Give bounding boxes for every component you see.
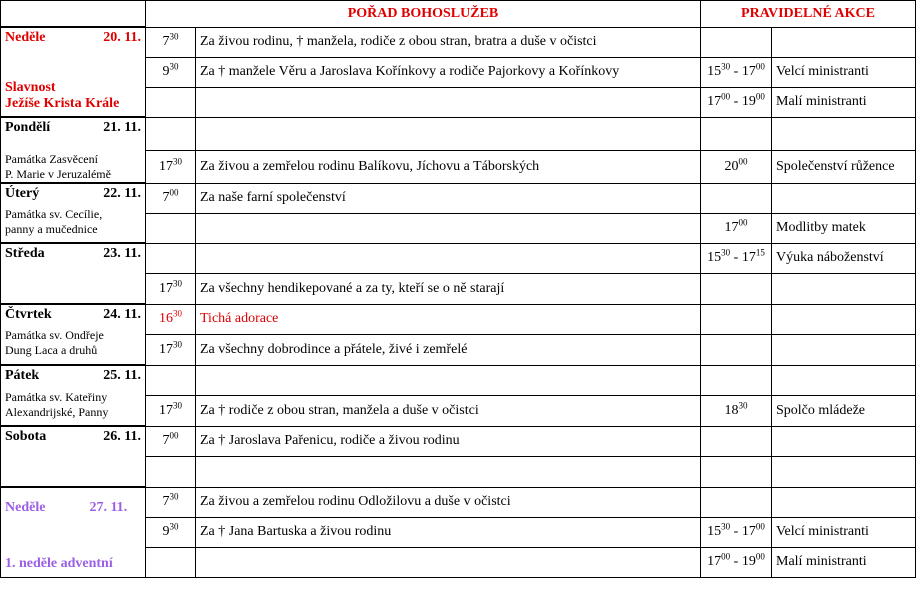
day-cell-tue bbox=[1, 183, 146, 243]
mass-time bbox=[146, 117, 196, 150]
event-label: Spolčo mládeže bbox=[772, 395, 916, 426]
events-header: PRAVIDELNÉ AKCE bbox=[701, 1, 916, 28]
event-time: $15^{30} - 17^{15}$ bbox=[701, 243, 772, 273]
event-label: Velcí ministranti bbox=[772, 57, 916, 87]
day-date: 26. 11. bbox=[103, 429, 141, 444]
event-time bbox=[701, 117, 772, 150]
event-time bbox=[701, 487, 772, 517]
event-time bbox=[701, 426, 772, 456]
table-row bbox=[1, 183, 916, 213]
event-label bbox=[772, 456, 916, 487]
mass-time: $17^{30}$ bbox=[146, 273, 196, 304]
table-row bbox=[1, 243, 916, 273]
day-name: Úterý bbox=[5, 186, 40, 201]
event-time: $17^{00} - 19^{00}$ bbox=[701, 547, 772, 577]
schedule-header: POŘAD BOHOSLUŽEB bbox=[146, 1, 701, 28]
event-time bbox=[701, 304, 772, 334]
feast-label: Slavnost Ježíše Krista Krále bbox=[5, 80, 120, 111]
mass-intent bbox=[196, 456, 701, 487]
day-cell-mon bbox=[1, 117, 146, 183]
event-label bbox=[772, 273, 916, 304]
mass-intent: Za živou a zemřelou rodinu Balíkovu, Jíchovu a Táborských bbox=[196, 150, 701, 183]
table-row bbox=[1, 117, 916, 150]
event-time bbox=[701, 334, 772, 365]
mass-intent: Za všechny hendikepované a za ty, kteří se o ně starají bbox=[196, 273, 701, 304]
table-row bbox=[1, 426, 916, 456]
event-label bbox=[772, 304, 916, 334]
event-time: $17^{00}$ bbox=[701, 213, 772, 243]
adoration-label: Tichá adorace bbox=[196, 304, 701, 334]
event-time: $17^{00} - 19^{00}$ bbox=[701, 87, 772, 117]
memorial-label: Památka sv. Ondřeje Dung Laca a druhů bbox=[5, 328, 104, 357]
event-label: Malí ministranti bbox=[772, 547, 916, 577]
event-time bbox=[701, 273, 772, 304]
day-name: Sobota bbox=[5, 429, 47, 444]
mass-time: $7^{30}$ bbox=[146, 27, 196, 57]
day-cell-wed bbox=[1, 243, 146, 304]
event-label: Velcí ministranti bbox=[772, 517, 916, 547]
mass-intent bbox=[196, 117, 701, 150]
day-cell-sun1 bbox=[1, 27, 146, 117]
event-label bbox=[772, 426, 916, 456]
day-date: 25. 11. bbox=[103, 368, 141, 383]
mass-time: $7^{00}$ bbox=[146, 183, 196, 213]
mass-time: $9^{30}$ bbox=[146, 517, 196, 547]
mass-intent bbox=[196, 213, 701, 243]
day-cell-fri bbox=[1, 365, 146, 426]
mass-time bbox=[146, 365, 196, 395]
day-date: 24. 11. bbox=[103, 307, 141, 322]
event-label: Malí ministranti bbox=[772, 87, 916, 117]
day-date: 27. 11. bbox=[89, 500, 128, 515]
day-cell-sat bbox=[1, 426, 146, 487]
day-name: Neděle bbox=[5, 30, 46, 45]
event-label bbox=[772, 487, 916, 517]
event-label bbox=[772, 117, 916, 150]
mass-intent: Za všechny dobrodince a přátele, živé i zemřelé bbox=[196, 334, 701, 365]
day-name: Středa bbox=[5, 246, 45, 261]
day-date: 20. 11. bbox=[103, 30, 141, 45]
event-time: $15^{30} - 17^{00}$ bbox=[701, 57, 772, 87]
day-cell-thu bbox=[1, 304, 146, 365]
table-row bbox=[1, 304, 916, 334]
event-time: $20^{00}$ bbox=[701, 150, 772, 183]
mass-intent: Za † Jana Bartuska a živou rodinu bbox=[196, 517, 701, 547]
event-time bbox=[701, 27, 772, 57]
event-time: $18^{30}$ bbox=[701, 395, 772, 426]
event-label bbox=[772, 334, 916, 365]
mass-intent bbox=[196, 365, 701, 395]
mass-intent bbox=[196, 243, 701, 273]
day-name: Čtvrtek bbox=[5, 307, 52, 322]
mass-time: $16^{30}$ bbox=[146, 304, 196, 334]
mass-time bbox=[146, 243, 196, 273]
mass-time bbox=[146, 213, 196, 243]
mass-intent: Za † Jaroslava Pařenicu, rodiče a živou rodinu bbox=[196, 426, 701, 456]
mass-time: $9^{30}$ bbox=[146, 57, 196, 87]
event-label bbox=[772, 27, 916, 57]
event-label bbox=[772, 183, 916, 213]
day-date: 21. 11. bbox=[103, 120, 141, 135]
mass-intent bbox=[196, 87, 701, 117]
memorial-label: Památka Zasvěcení P. Marie v Jeruzalémě bbox=[5, 152, 111, 181]
table-row bbox=[1, 27, 916, 57]
day-name: Neděle bbox=[5, 500, 46, 515]
mass-time: $17^{30}$ bbox=[146, 334, 196, 365]
day-date: 22. 11. bbox=[103, 186, 141, 201]
table-row bbox=[1, 365, 916, 395]
event-time bbox=[701, 183, 772, 213]
mass-time: $17^{30}$ bbox=[146, 150, 196, 183]
day-cell-sun2 bbox=[1, 487, 146, 577]
day-name: Pondělí bbox=[5, 120, 51, 135]
mass-intent bbox=[196, 547, 701, 577]
mass-time: $7^{30}$ bbox=[146, 487, 196, 517]
event-time bbox=[701, 456, 772, 487]
event-label: Společenství růžence bbox=[772, 150, 916, 183]
header-row bbox=[1, 1, 916, 28]
mass-intent: Za † manžele Věru a Jaroslava Kořínkovy a rodiče Pajorkovy a Kořínkovy bbox=[196, 57, 701, 87]
event-time: $15^{30} - 17^{00}$ bbox=[701, 517, 772, 547]
memorial-label: Památka sv. Kateřiny Alexandrijské, Panny bbox=[5, 390, 109, 419]
day-date: 23. 11. bbox=[103, 246, 141, 261]
feast-label: 1. neděle adventní bbox=[5, 556, 113, 571]
table-row bbox=[1, 487, 916, 517]
mass-time bbox=[146, 547, 196, 577]
mass-intent: Za živou rodinu, † manžela, rodiče z obou stran, bratra a duše v očistci bbox=[196, 27, 701, 57]
mass-time bbox=[146, 456, 196, 487]
event-label: Modlitby matek bbox=[772, 213, 916, 243]
corner-cell bbox=[1, 1, 146, 28]
event-label: Výuka náboženství bbox=[772, 243, 916, 273]
memorial-label: Památka sv. Cecílie, panny a mučednice bbox=[5, 207, 103, 236]
mass-intent: Za naše farní společenství bbox=[196, 183, 701, 213]
event-time bbox=[701, 365, 772, 395]
mass-time: $17^{30}$ bbox=[146, 395, 196, 426]
mass-intent: Za živou a zemřelou rodinu Odložilovu a duše v očistci bbox=[196, 487, 701, 517]
mass-time bbox=[146, 87, 196, 117]
event-label bbox=[772, 365, 916, 395]
mass-intent: Za † rodiče z obou stran, manžela a duše v očistci bbox=[196, 395, 701, 426]
day-name: Pátek bbox=[5, 368, 40, 383]
mass-time: $7^{00}$ bbox=[146, 426, 196, 456]
